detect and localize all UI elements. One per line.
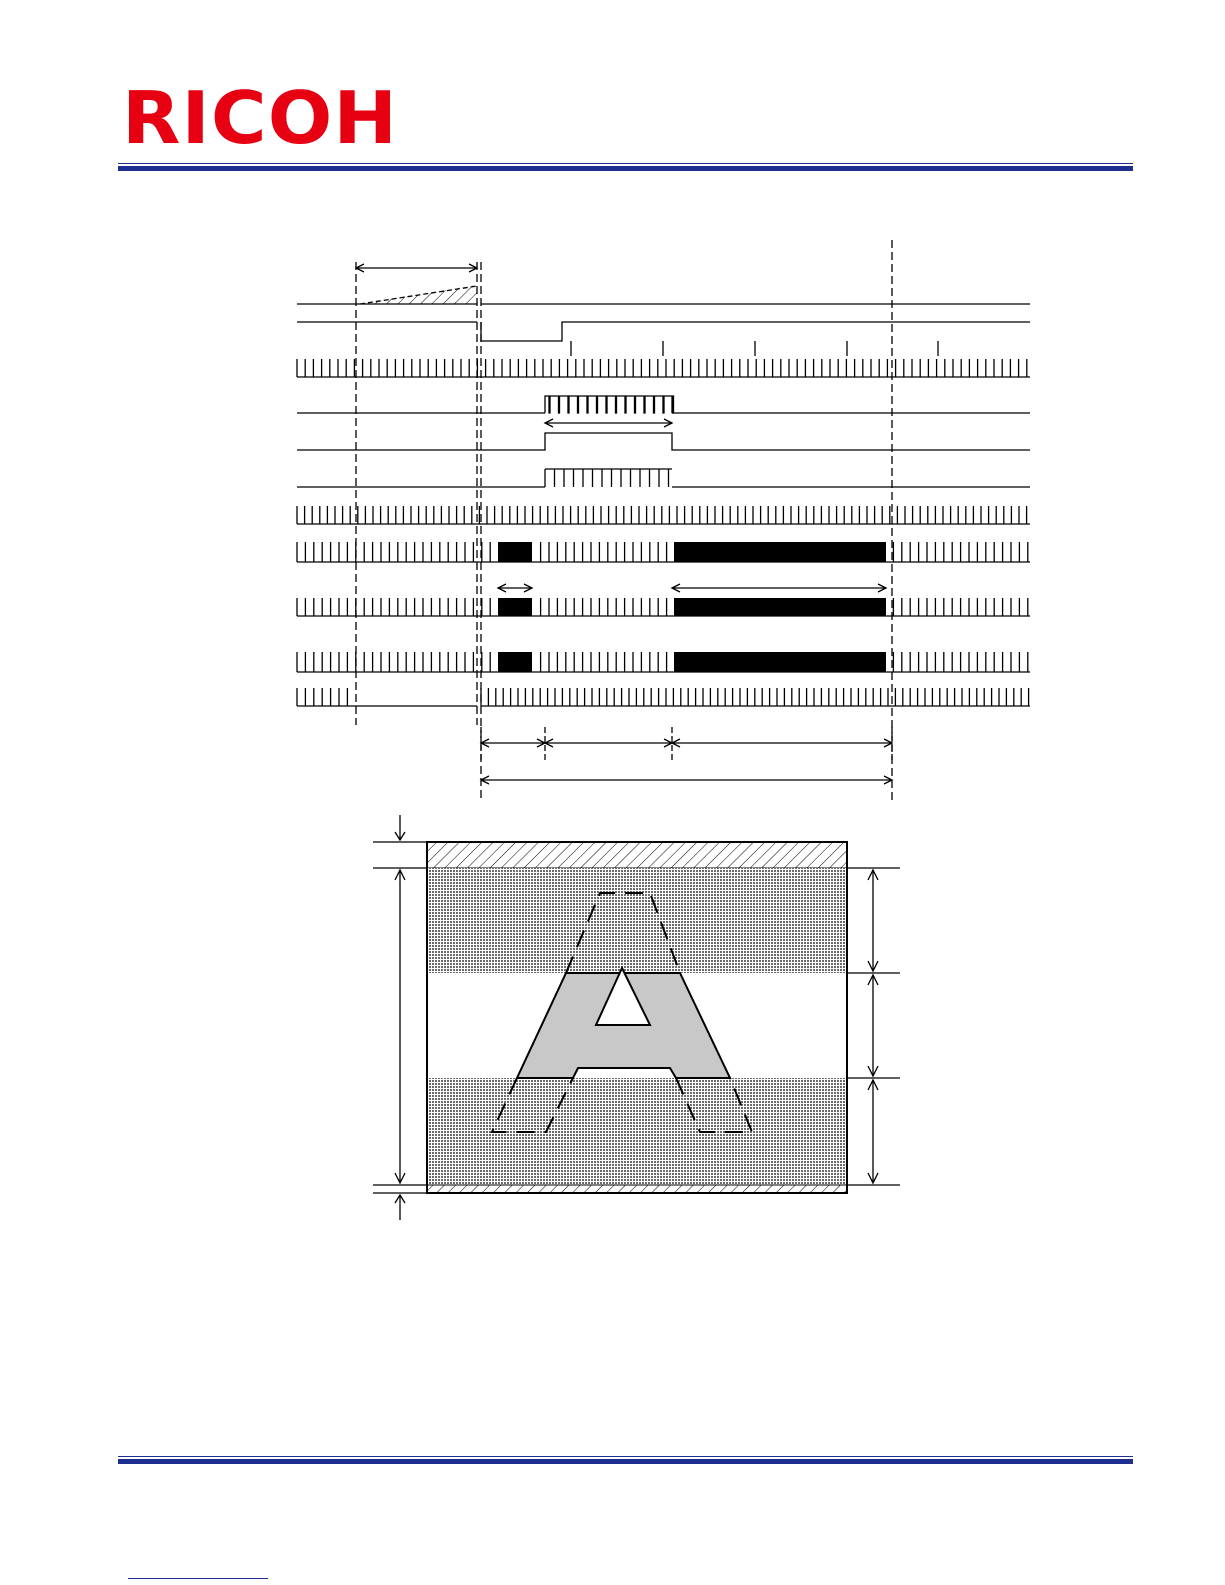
- data-row-1: [297, 542, 1030, 562]
- burst-1: [545, 396, 674, 413]
- gate-row: [297, 433, 1030, 450]
- clock-row-3b: [481, 688, 1030, 706]
- top-margin-band: [427, 842, 847, 868]
- bottom-margin-band: [427, 1185, 847, 1193]
- data-block-row1-1: [674, 542, 886, 562]
- data-row-3: [297, 652, 1030, 672]
- burst-2: [545, 469, 672, 487]
- ricoh-logo-text: RICOH: [122, 88, 398, 150]
- timing-waveforms: [297, 240, 1030, 800]
- clock-row-2: [297, 506, 1030, 524]
- data-block-row1-0: [498, 542, 532, 562]
- data-block-row2-0: [498, 598, 532, 616]
- data-block-row2-1: [674, 598, 886, 616]
- band-1: [427, 868, 847, 973]
- band-3: [427, 1078, 847, 1185]
- page-image-frame: [373, 815, 900, 1220]
- clock-row-3a: [297, 688, 350, 706]
- data-block-row3-0: [498, 652, 532, 672]
- footer-link-underline[interactable]: [128, 1578, 268, 1579]
- data-block-row3-1: [674, 652, 886, 672]
- clock-row-1: [297, 359, 1030, 377]
- signal-row-2: [481, 322, 1030, 341]
- data-row-2: [297, 598, 1030, 616]
- footer-rule: [118, 1456, 1133, 1464]
